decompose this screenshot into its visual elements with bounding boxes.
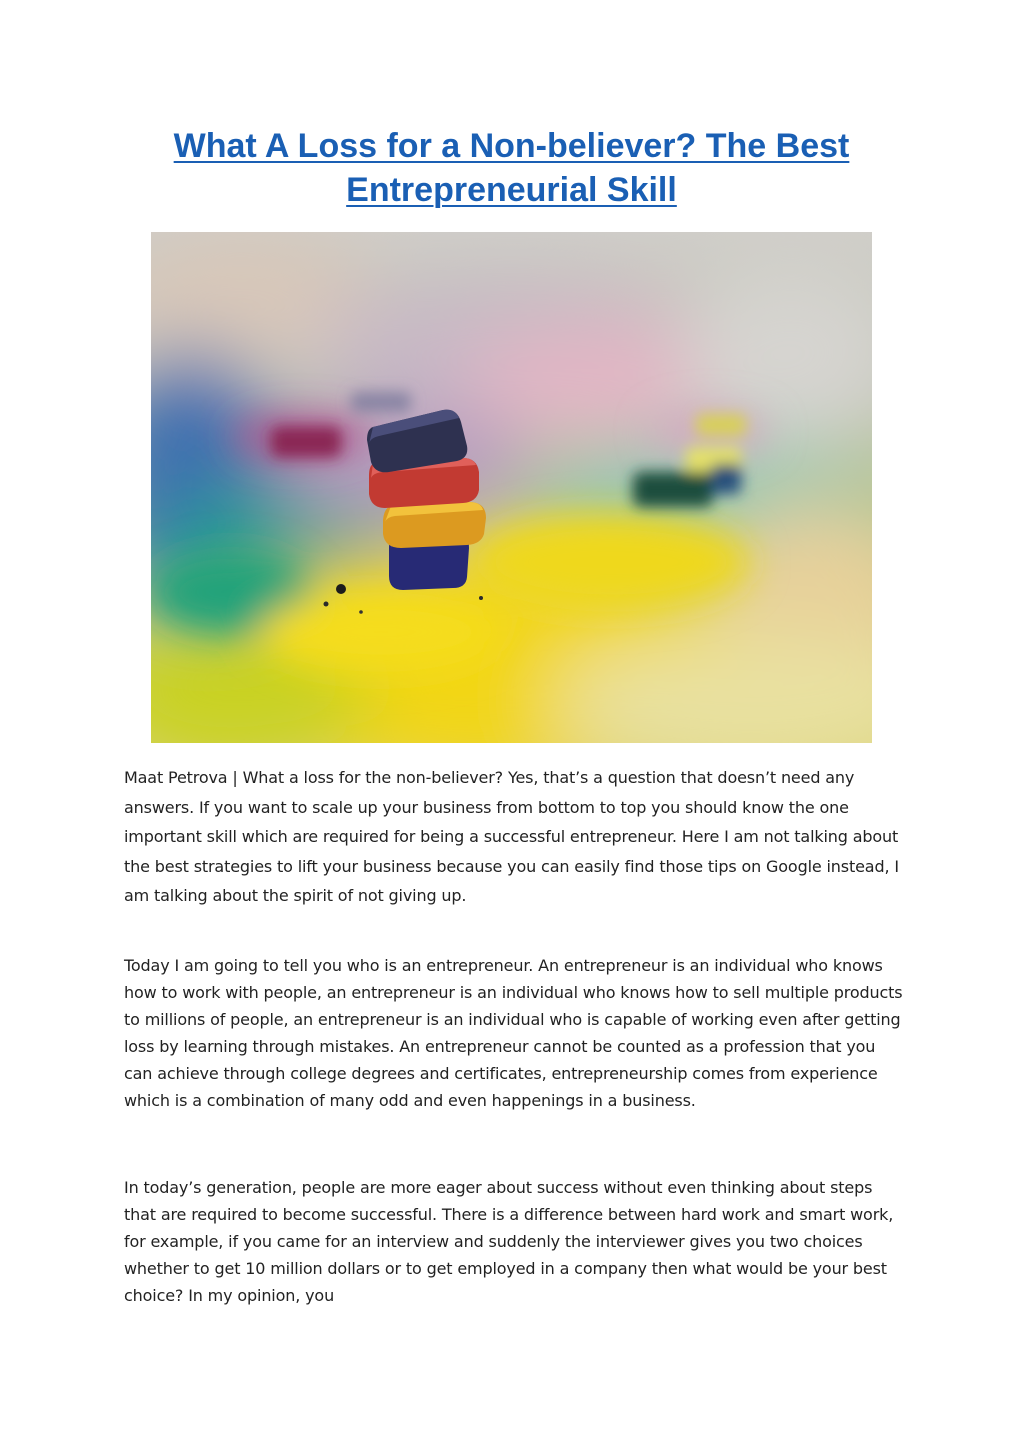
stacked-color-blocks-photo-icon [151,232,872,743]
hero-image [151,232,872,743]
intro-paragraph: Maat Petrova | What a loss for the non-believer? Yes, that’s a question that doesn’t need any answers. If you want to scale up your business from bottom to top you should know the one important skill which are required for being a successful entrepreneur. Here I am not talking about the best strategies to lift your business because you can easily find those tips on Google instead, I am talking about the spirit of not giving up. [124,768,899,905]
generation-paragraph: In today’s generation, people are more eager about success without even thinking about steps that are required to become successful. There is a difference between hard work and smart work, for example, if you came for an interview and suddenly the interviewer gives you two choices whether to get 10 million dollars or to get employed in a company then what would be your best choice? In my opinion, you [124,1178,894,1305]
page-title[interactable]: What A Loss for a Non-believer? The Best Entrepreneurial Skill [173,127,850,209]
entrepreneur-definition-paragraph: Today I am going to tell you who is an entrepreneur. An entrepreneur is an individual who knows how to work with people, an entrepreneur is an individual who knows how to sell multiple products to millions of people, an entrepreneur is an individual who is capable of working even after getting loss by learning through mistakes. An entrepreneur cannot be counted as a profession that you can achieve through college degrees and certificates, entrepreneurship comes from experience which is a combination of many odd and even happenings in a business. [124,956,903,1110]
